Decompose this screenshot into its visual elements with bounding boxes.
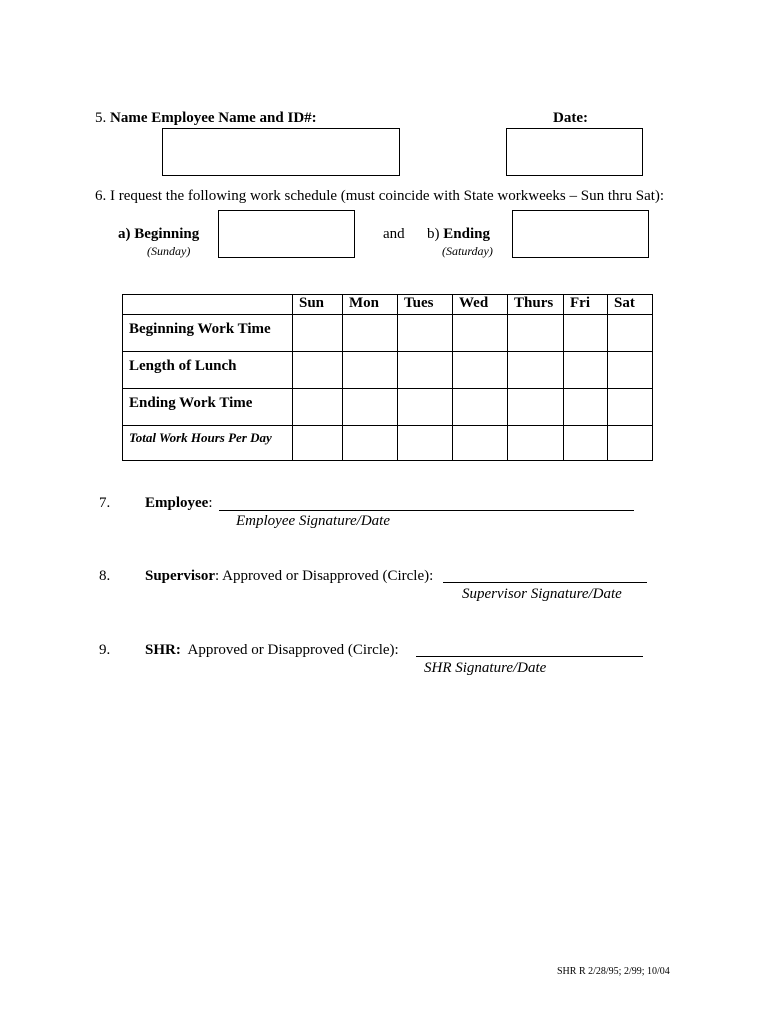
employee-colon: :: [208, 495, 213, 511]
day-header-thurs: Thurs: [508, 295, 564, 315]
and-text: and: [383, 226, 405, 242]
table-cell[interactable]: [398, 389, 453, 426]
table-cell[interactable]: [564, 389, 608, 426]
shr-signature-line[interactable]: [416, 656, 643, 657]
table-cell[interactable]: [398, 426, 453, 461]
ending-prefix: b): [427, 226, 440, 242]
day-header-fri: Fri: [564, 295, 608, 315]
table-cell[interactable]: [453, 315, 508, 352]
table-cell[interactable]: [508, 315, 564, 352]
table-cell[interactable]: [343, 389, 398, 426]
table-row: [123, 426, 653, 461]
supervisor-approval-text: : Approved or Disapproved (Circle):: [215, 568, 434, 584]
table-row: [123, 315, 653, 352]
table-cell[interactable]: [508, 389, 564, 426]
section-6-text: 6. I request the following work schedule (must coincide with State workweeks – Sun thru Sat):: [95, 188, 665, 204]
supervisor-approval-label: [145, 568, 433, 585]
employee-signature-caption: Employee Signature/Date: [236, 513, 390, 529]
day-header-tues: Tues: [398, 295, 453, 315]
ending-sublabel: (Saturday): [442, 244, 493, 258]
beginning-date-field[interactable]: [218, 210, 355, 258]
section-7-number: 7.: [99, 495, 111, 511]
shr-signature-caption: SHR Signature/Date: [424, 660, 547, 676]
table-cell[interactable]: [398, 352, 453, 389]
form-revision-footer: SHR R 2/28/95; 2/99; 10/04: [557, 966, 670, 977]
beginning-sublabel: (Sunday): [147, 244, 191, 258]
table-cell[interactable]: [453, 426, 508, 461]
row-label-length-of-lunch: Length of Lunch: [123, 352, 293, 389]
day-header-sat: Sat: [608, 295, 653, 315]
table-cell[interactable]: [564, 352, 608, 389]
day-header-sun: Sun: [293, 295, 343, 315]
employee-name-label: Name Employee Name and ID#:: [110, 110, 317, 126]
table-cell[interactable]: [608, 389, 653, 426]
work-schedule-table: [122, 294, 653, 461]
table-cell[interactable]: [343, 315, 398, 352]
employee-label: Employee: [145, 495, 209, 511]
date-label: Date:: [553, 110, 588, 126]
shr-label: SHR:: [145, 642, 181, 658]
table-header-row: [123, 295, 653, 315]
table-cell[interactable]: [293, 389, 343, 426]
row-label-beginning-work-time: Beginning Work Time: [123, 315, 293, 352]
table-cell[interactable]: [508, 352, 564, 389]
supervisor-label: Supervisor: [145, 568, 216, 584]
table-cell[interactable]: [608, 426, 653, 461]
supervisor-signature-caption: Supervisor Signature/Date: [462, 586, 622, 602]
table-cell[interactable]: [564, 315, 608, 352]
day-header-mon: Mon: [343, 295, 398, 315]
table-cell[interactable]: [398, 315, 453, 352]
table-cell[interactable]: [343, 426, 398, 461]
employee-signature-line[interactable]: [219, 510, 634, 511]
section-5-number: 5.: [95, 110, 107, 126]
row-label-total-work-hours: Total Work Hours Per Day: [123, 426, 293, 461]
shr-approval-text: Approved or Disapproved (Circle):: [187, 642, 399, 658]
table-cell[interactable]: [293, 315, 343, 352]
table-cell[interactable]: [608, 315, 653, 352]
table-cell[interactable]: [293, 352, 343, 389]
table-cell[interactable]: [343, 352, 398, 389]
table-row: [123, 389, 653, 426]
beginning-label: a) Beginning: [118, 226, 200, 242]
shr-approval-label: [145, 642, 399, 659]
ending-label: Ending: [443, 226, 490, 242]
section-5-heading: [95, 110, 317, 127]
employee-signature-label: [145, 495, 213, 512]
table-cell[interactable]: [564, 426, 608, 461]
table-cell[interactable]: [453, 389, 508, 426]
table-corner-cell: [123, 295, 293, 315]
ending-date-field[interactable]: [512, 210, 649, 258]
table-cell[interactable]: [508, 426, 564, 461]
supervisor-signature-line[interactable]: [443, 582, 647, 583]
date-field[interactable]: [506, 128, 643, 176]
table-cell[interactable]: [293, 426, 343, 461]
table-row: [123, 352, 653, 389]
employee-name-field[interactable]: [162, 128, 400, 176]
ending-heading: [427, 226, 490, 243]
day-header-wed: Wed: [453, 295, 508, 315]
section-8-number: 8.: [99, 568, 111, 584]
table-cell[interactable]: [453, 352, 508, 389]
table-cell[interactable]: [608, 352, 653, 389]
section-9-number: 9.: [99, 642, 111, 658]
row-label-ending-work-time: Ending Work Time: [123, 389, 293, 426]
